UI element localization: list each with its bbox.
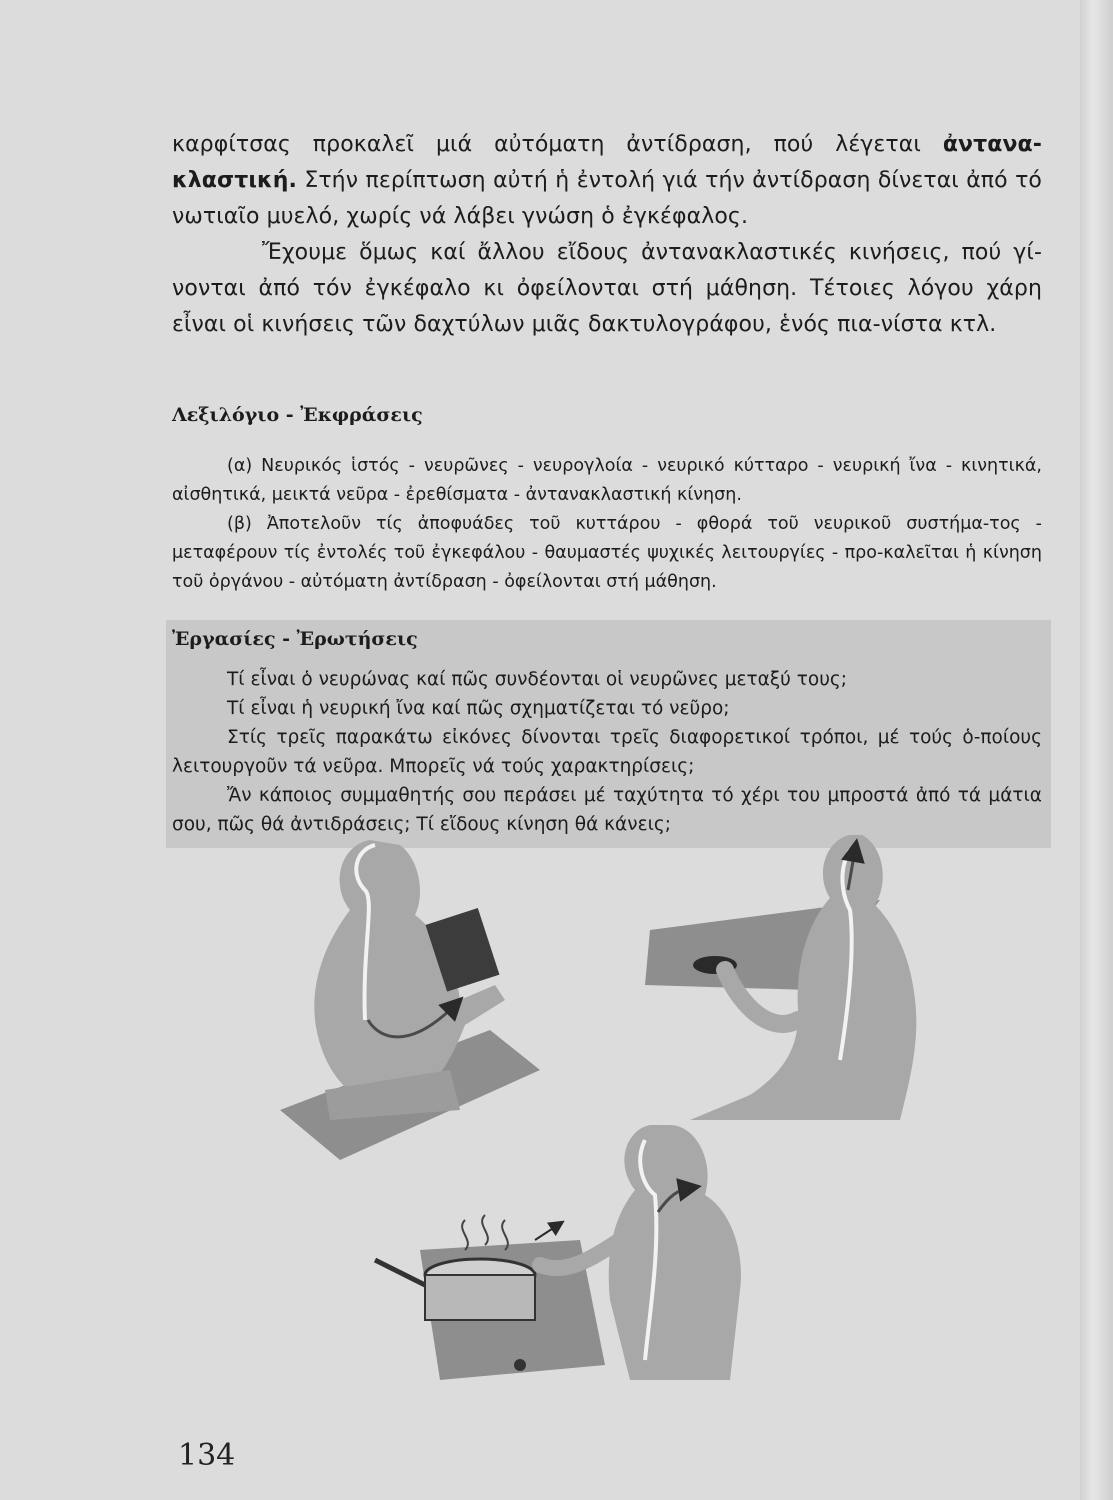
paragraph-learned-reflex: Ἔχουμε ὅμως καί ἄλλου εἴδους ἀντανακλαστικές κινήσεις, πού γί-νονται ἀπό τόν ἐγκέφαλο κι ὀφείλονται στή μάθηση. Τέτοιες λόγου χάρη εἶναι οἱ κινήσεις τῶν δαχτύλων μιᾶς δακτυλογράφου, ἑνός πια-νίστα κτλ. <box>172 240 1042 337</box>
tasks-heading: Ἐργασίες - Ἐρωτήσεις <box>172 628 418 650</box>
term-antanaklastiki: ἀντανα-κλαστική. <box>172 132 1042 193</box>
tasks-section <box>172 665 1042 839</box>
task-item: Ἄν κάποιος συμμαθητής σου περάσει μέ ταχύτητα τό χέρι του μπροστά ἀπό τά μάτια σου, πῶς θά ἀντιδράσεις; Τί εἴδους κίνηση θά κάνεις; <box>172 785 1042 835</box>
vocabulary-section <box>172 452 1042 597</box>
figure-at-table <box>645 835 916 1120</box>
paragraph-reflex-start: καρφίτσας προκαλεῖ μιά αὐτόματη ἀντίδραση, πού λέγεται <box>172 132 943 157</box>
vocabulary-a: (α) Νευρικός ἱστός - νευρῶνες - νευρογλοία - νευρικό κύτταρο - νευρική ἴνα - κινητικά, αἰσθητικά, μεικτά νεῦρα - ἐρεθίσματα - ἀντανακλαστική κίνηση. <box>172 456 1042 505</box>
figure-reading-book <box>280 840 540 1160</box>
task-item: Τί εἶναι ἡ νευρική ἴνα καί πῶς σχηματίζεται τό νεῦρο; <box>227 698 730 719</box>
task-item: Τί εἶναι ὁ νευρώνας καί πῶς συνδέονται οἱ νευρῶνες μεταξύ τους; <box>227 669 847 690</box>
vocabulary-b: (β) Ἀποτελοῦν τίς ἀποφυάδες τοῦ κυττάρου - φθορά τοῦ νευρικοῦ συστήμα-τος - μεταφέρουν τίς ἐντολές τοῦ ἐγκεφάλου - θαυμαστές ψυχικές λειτουργίες - προ-καλεῖται ἡ κίνηση τοῦ ὀργάνου - αὐτόματη ἀντίδραση - ὀφείλονται στή μάθηση. <box>172 514 1042 592</box>
page-edge <box>1080 0 1113 1500</box>
steam-icon <box>462 1215 508 1250</box>
vocabulary-heading: Λεξιλόγιο - Ἐκφράσεις <box>172 404 423 426</box>
task-item: Στίς τρεῖς παρακάτω εἰκόνες δίνονται τρεῖς διαφορετικοί τρόποι, μέ τούς ὁ-ποίους λειτουργοῦν τά νεῦρα. Μπορεῖς νά τούς χαρακτηρίσεις; <box>172 727 1042 777</box>
nervous-system-illustration <box>250 820 1040 1410</box>
page-number: 134 <box>178 1438 236 1473</box>
paragraph-reflex <box>172 127 1042 235</box>
paragraph-reflex-end: Στήν περίπτωση αὐτή ἡ ἐντολή γιά τήν ἀντίδραση δίνεται ἀπό τό νωτιαῖο μυελό, χωρίς νά λάβει γνώση ὁ ἐγκέφαλος. <box>172 168 1042 229</box>
main-text <box>172 127 1042 343</box>
figure-hot-pot <box>375 1125 741 1380</box>
